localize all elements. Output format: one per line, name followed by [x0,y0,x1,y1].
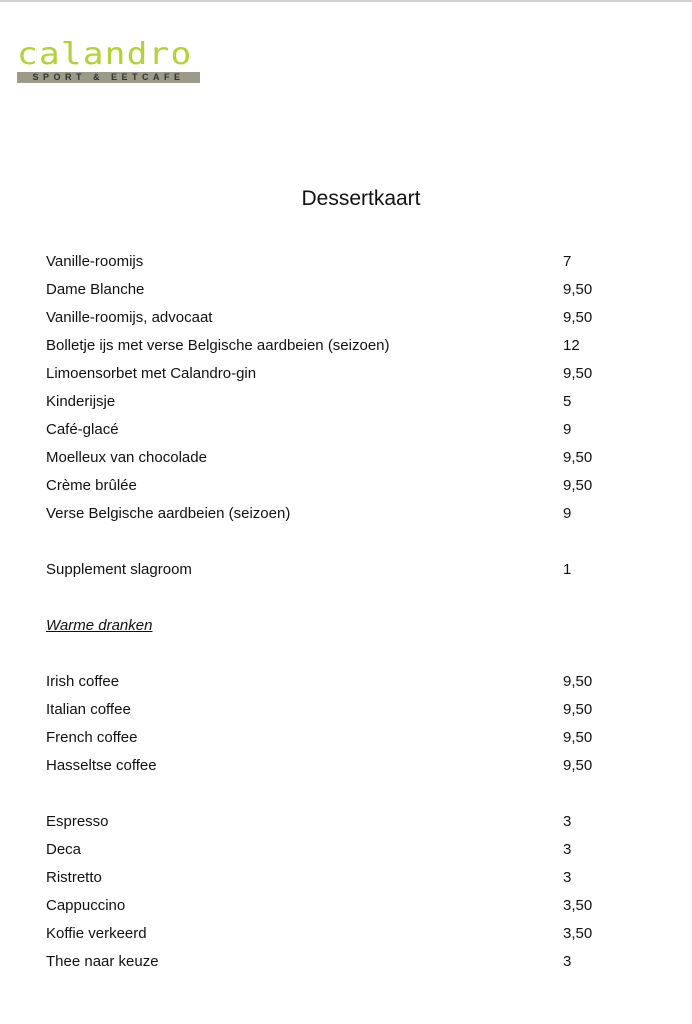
item-price: 9,50 [563,449,593,466]
item-name: Deca [46,841,82,858]
item-price: 9 [563,421,572,438]
spacer [46,587,606,615]
menu-item [46,671,606,699]
item-price: 1 [563,561,572,578]
item-price: 9,50 [563,757,593,774]
item-price: 3,50 [563,897,593,914]
menu-item [46,447,606,475]
menu-item [46,895,606,923]
item-price: 9,50 [563,701,593,718]
spacer [46,531,606,559]
logo-subtitle: SPORT & EETCAFE [17,72,200,83]
item-price: 9,50 [563,281,593,298]
menu-item [46,699,606,727]
item-name: French coffee [46,729,138,746]
item-name: Limoensorbet met Calandro-gin [46,365,257,382]
item-name: Thee naar keuze [46,953,159,970]
item-name: Crème brûlée [46,477,137,494]
menu-item [46,279,606,307]
item-price: 3 [563,813,572,830]
item-price: 9,50 [563,673,593,690]
item-price: 9,50 [563,309,593,326]
menu-item [46,419,606,447]
spacer [46,783,606,811]
menu-item [46,839,606,867]
item-name: Kinderijsje [46,393,116,410]
item-price: 7 [563,253,572,270]
item-name: Italian coffee [46,701,131,718]
menu-item [46,951,606,979]
item-name: Verse Belgische aardbeien (seizoen) [46,505,291,522]
menu-item [46,251,606,279]
item-name: Espresso [46,813,109,830]
menu-item [46,867,606,895]
item-name: Irish coffee [46,673,120,690]
page-title: Dessertkaart [301,187,421,210]
top-border [0,0,692,2]
menu-item [46,559,606,587]
menu-item [46,923,606,951]
spacer [46,643,606,671]
menu-item [46,335,606,363]
item-price: 9,50 [563,729,593,746]
logo-wordmark: calandro [17,37,193,72]
menu-item [46,727,606,755]
menu-item [46,363,606,391]
menu-list [46,251,606,979]
menu-item [46,811,606,839]
menu-item [46,755,606,783]
item-name: Moelleux van chocolade [46,449,207,466]
section-heading-warme-dranken: Warme dranken [46,617,153,634]
item-name: Koffie verkeerd [46,925,147,942]
menu-item [46,307,606,335]
item-price: 9,50 [563,365,593,382]
item-price: 9,50 [563,477,593,494]
menu-item [46,503,606,531]
item-price: 3 [563,869,572,886]
menu-item [46,391,606,419]
item-name: Bolletje ijs met verse Belgische aardbeien (seizoen) [46,337,390,354]
item-price: 5 [563,393,572,410]
item-price: 3 [563,841,572,858]
item-name: Supplement slagroom [46,561,192,578]
item-price: 9 [563,505,572,522]
calandro-logo [17,37,200,83]
item-name: Ristretto [46,869,102,886]
item-name: Vanille-roomijs, advocaat [46,309,213,326]
item-name: Vanille-roomijs [46,253,144,270]
item-name: Hasseltse coffee [46,757,157,774]
item-price: 12 [563,337,580,354]
item-name: Dame Blanche [46,281,145,298]
item-price: 3,50 [563,925,593,942]
menu-item [46,475,606,503]
item-price: 3 [563,953,572,970]
item-name: Cappuccino [46,897,126,914]
item-name: Café-glacé [46,421,119,438]
